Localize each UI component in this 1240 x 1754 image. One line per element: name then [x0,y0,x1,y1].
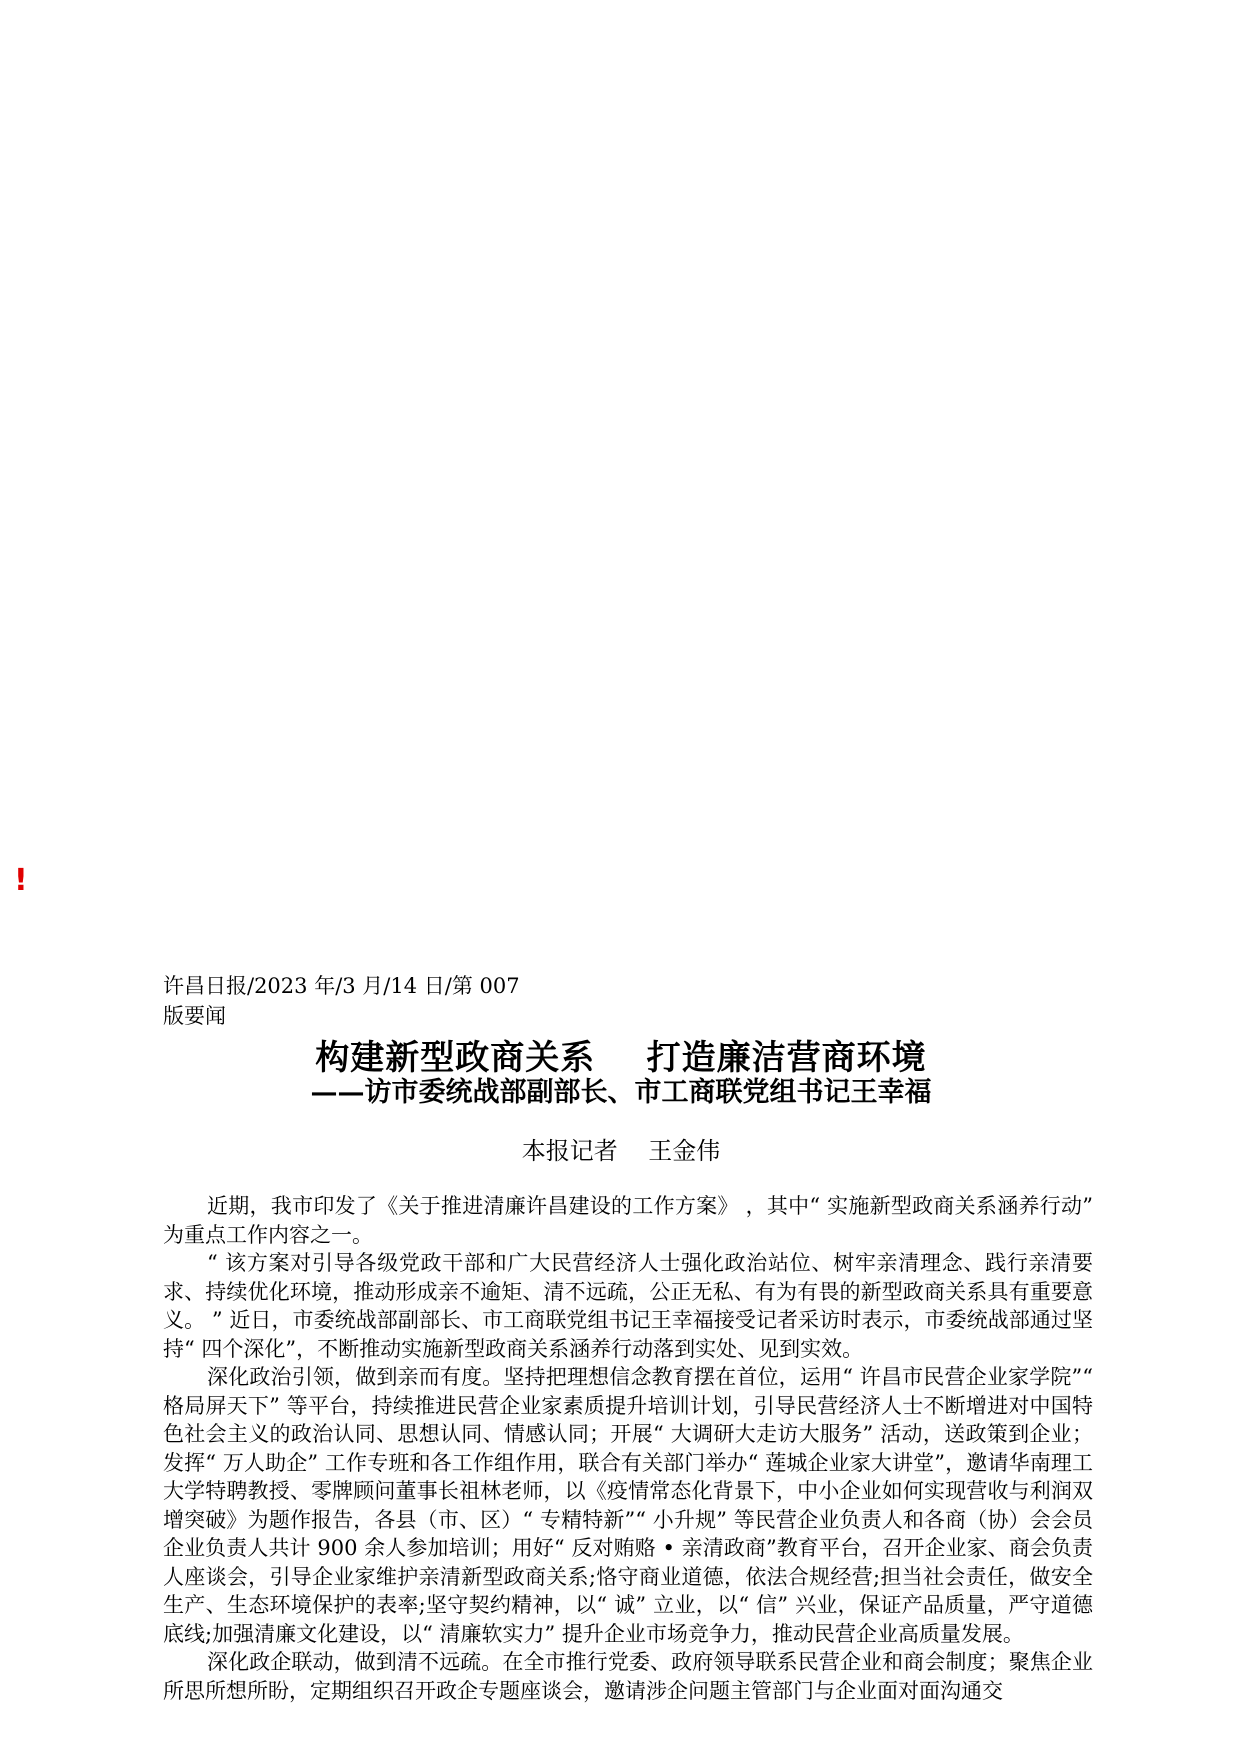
paragraph: 近期，我市印发了《关于推进清廉许昌建设的工作方案》 ，其中“ 实施新型政商关系涵养行动” 为重点工作内容之一。 [163,1194,1093,1247]
article [163,971,1093,1705]
source-line-1: 许昌日报/2023 年/3 月/14 日/第 007 [163,974,520,998]
paragraph: 深化政治引领，做到亲而有度。坚持把理想信念教育摆在首位，运用“ 许昌市民营企业家学院”“ 格局屏天下” 等平台，持续推进民营企业家素质提升培训计划，引导民营经济人士不断增进对中国特色社会主义的政治认同、思想认同、情感认同；开展“ 大调研大走访大服务” 活动，送政策到企业；发挥“ 万人助企” 工作专班和各工作组作用，联合有关部门举办“ 莲城企业家大讲堂”，邀请华南理工大学特聘教授、零牌顾问董事长祖林老师，以《疫情常态化背景下，中小企业如何实现营收与利润双增突破》为题作报告，各县（市、区）“ 专精特新”“ 小升规” 等民营企业负责人和各商（协）会会员企业负责人共计 900 余人参加培训；用好“ 反对贿赂 • 亲清政商”教育平台，召开企业家、商会负责人座谈会，引导企业家维护亲清新型政商关系;恪守商业道德，依法合规经营;担当社会责任，做安全生产、生态环境保护的表率;坚守契约精神，以“ 诚” 立业，以“ 信” 兴业，保证产品质量，严守道德底线;加强清廉文化建设，以“ 清廉软实力” 提升企业市场竞争力，推动民营企业高质量发展。 [163,1365,1093,1646]
paragraph: 深化政企联动，做到清不远疏。在全市推行党委、政府领导联系民营企业和商会制度；聚焦企业所思所想所盼，定期组织召开政企专题座谈会，邀请涉企问题主管部门与企业面对面沟通交 [163,1650,1093,1703]
article-subtitle: ——访市委统战部副部长、市工商联党组书记王幸福 [310,1077,932,1108]
byline: 本报记者 王金伟 [521,1137,721,1165]
newspaper-source [163,971,1093,1031]
paragraph: “ 该方案对引导各级党政干部和广大民营经济人士强化政治站位、树牢亲清理念、践行亲清要求、持续优化环境，推动形成亲不逾矩、清不远疏，公正无私、有为有畏的新型政商关系具有重要意义。 ” 近日，市委统战部副部长、市工商联党组书记王幸福接受记者采访时表示，市委统战部通过坚持“ 四个深化”，不断推动实施新型政商关系涵养行动落到实处、见到实效。 [163,1251,1093,1361]
alert-marker: ! [14,863,28,898]
article-body [163,1192,1093,1705]
headline-block [163,1036,1093,1110]
source-line-2: 版要闻 [163,1004,226,1028]
article-title: 构建新型政商关系 打造廉洁营商环境 [315,1038,927,1078]
